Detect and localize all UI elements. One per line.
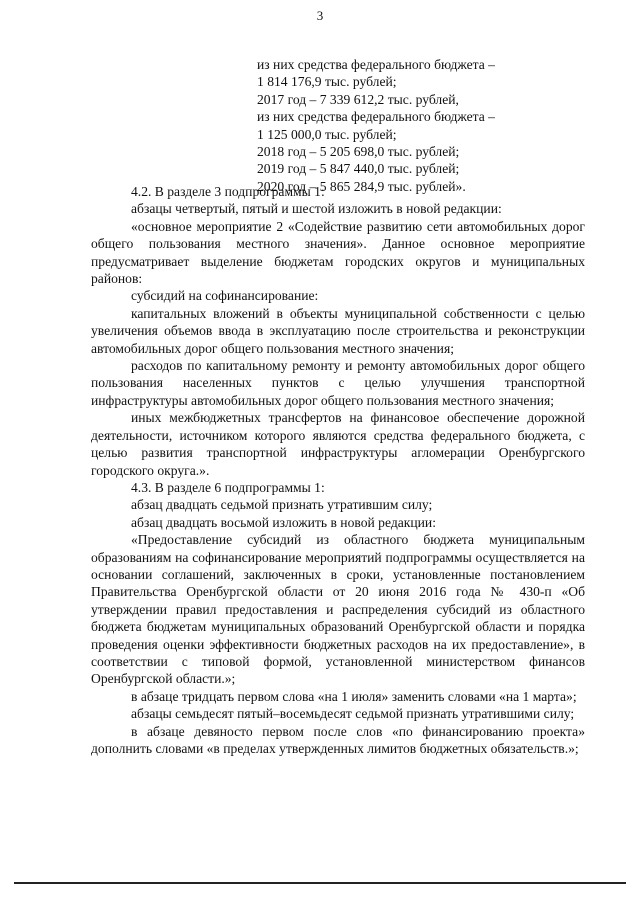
budget-line: из них средства федерального бюджета – <box>257 109 495 125</box>
budget-line: 2017 год – 7 339 612,2 тыс. рублей, <box>257 91 459 107</box>
paragraph: субсидий на софинансирование: <box>131 288 319 304</box>
page-number: 3 <box>316 8 324 23</box>
paragraph: в абзаце девяносто первом после слов «по финансированию проекта» дополнить словами «в пределах утвержденных лимитов бюджетных обязательств.»; <box>91 723 585 756</box>
document-body <box>91 183 585 757</box>
paragraph: «Предоставление субсидий из областного бюджета муниципальным образованиям на софинансирование мероприятий подпрограммы осуществляется на основании соглашений, заключенных в сроки, установленные постановлением Правительства Оренбургской области от 20 июня 2016 года № 430-п «Об утверждении правил предоставления и распределения субсидий из областного бюджета бюджетам муниципальных образований Оренбургской области и порядка проведения оценки эффективности бюджетных расходов на их предоставление», в соответствии с типовой формой, установленной министерством финансов Оренбургской области.»; <box>91 532 585 687</box>
budget-line: 2020 год – 5 865 284,9 тыс. рублей». <box>257 178 466 194</box>
paragraph: «основное мероприятие 2 «Содействие развитию сети автомобильных дорог общего пользования местного значения». Данное основное мероприятие предусматривает выделение бюджетам городских округов и муниципальных районов: <box>91 218 585 287</box>
budget-line: 2018 год – 5 205 698,0 тыс. рублей; <box>257 144 460 160</box>
budget-line: из них средства федерального бюджета – <box>257 57 495 72</box>
paragraph: абзац двадцать седьмой признать утратившим силу; <box>131 497 433 513</box>
paragraph: в абзаце тридцать первом слова «на 1 июля» заменить словами «на 1 марта»; <box>131 688 577 704</box>
paragraph: абзацы семьдесят пятый–восемьдесят седьмой признать утратившими силу; <box>131 706 575 722</box>
budget-line: 1 125 000,0 тыс. рублей; <box>257 126 397 142</box>
paragraph: абзац двадцать восьмой изложить в новой редакции: <box>131 514 436 530</box>
bottom-rule <box>14 882 626 884</box>
section-heading-4-2: 4.2. В разделе 3 подпрограммы 1: <box>131 184 325 199</box>
budget-line: 2019 год – 5 847 440,0 тыс. рублей; <box>257 161 460 177</box>
section-heading-4-3: 4.3. В разделе 6 подпрограммы 1: <box>131 479 325 495</box>
paragraph: расходов по капитальному ремонту и ремонту автомобильных дорог общего пользования населенных пунктов с целью улучшения транспортной инфраструктуры автомобильных дорог общего пользования местного значения; <box>91 358 585 408</box>
paragraph: иных межбюджетных трансфертов на финансовое обеспечение дорожной деятельности, источником которого являются средства федерального бюджета, с целью развития транспортной инфраструктуры агломерации Оренбургского городского округа.». <box>91 410 585 478</box>
paragraph: капитальных вложений в объекты муниципальной собственности с целью увеличения объемов ввода в эксплуатацию после строительства и реконструкции автомобильных дорог общего пользования местного значения; <box>91 305 585 356</box>
budget-line: 1 814 176,9 тыс. рублей; <box>257 74 397 90</box>
paragraph: абзацы четвертый, пятый и шестой изложить в новой редакции: <box>131 201 502 217</box>
budget-figures-block <box>257 56 495 195</box>
